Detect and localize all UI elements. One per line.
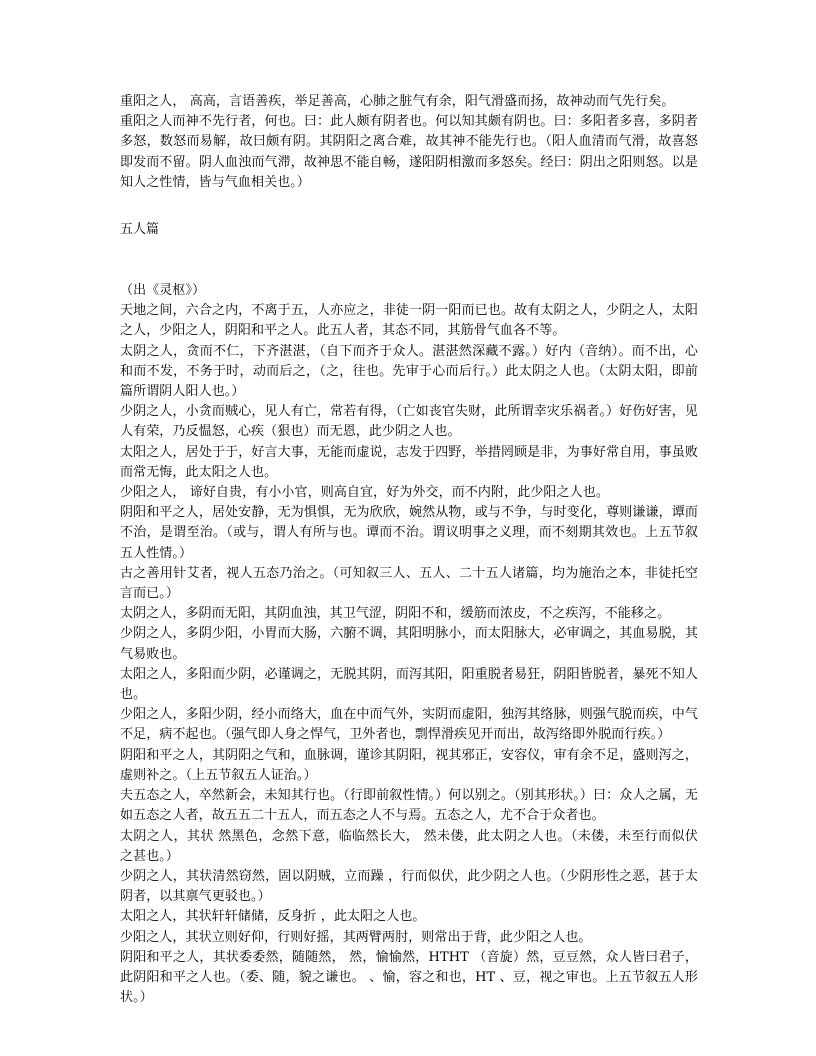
paragraph: 少阳之人， 谛好自贵，有小小官，则高自宜，好为外交，而不内附，此少阳之人也。 [120, 485, 609, 501]
paragraph: 少阴之人，其状清然窃然，固以阴贼，立而躁 ，行而似伏，此少阴之人也。（少阴形性之恶，甚于太阴者，以其禀气更驳也。） [120, 868, 698, 905]
paragraph: 重阳之人， 高高，言语善疾，举足善高，心肺之脏气有余，阳气滑盛而扬，故神动而气先行矣。 [120, 94, 675, 109]
paragraph: 太阴之人，其状 然黑色，念然下意，临临然长大， 然未偻，此太阴之人也。（未偻，未至行而似伏之甚也。） [120, 828, 698, 864]
paragraph: 重阳之人而神不先行者，何也。曰：此人颇有阴者也。何以知其颇有阴也。曰：多阳者多喜，多阴者多怒，数怒而易解，故曰颇有阴。其阴阳之离合难，故其神不能先行也。（阳人血清而气滑，故喜怒即发而不留。阴人血浊而气滞，故神思不能自畅，遂阳阴相激而多怒矣。经曰：阴出之阳则怒。以是知人之性情，皆与气血相关也。） [120, 114, 698, 190]
paragraph: 夫五态之人，卒然新会，未知其行也。（行即前叙性情。）何以别之。（别其形状。）曰：众人之属，无如五态之人者，故五五二十五人，而五态之人不与焉。五态之人，尤不合于众者也。 [120, 788, 698, 824]
paragraph: 太阳之人，其状轩轩储储，反身折 ，此太阳之人也。 [120, 909, 426, 925]
paragraph: 少阳之人，其状立则好仰，行则好摇，其两臂两肘，则常出于背，此少阳之人也。 [120, 929, 592, 945]
paragraph: 阴阳和平之人，其状委委然，随随然， 然，愉愉然，HTHT （音旋）然，豆豆然，众人皆曰君子，此阴阳和平之人也。（委、随，貌之谦也。 、愉，容之和也，HT 、豆，视之审也。上五节叙五人形状。） [120, 949, 698, 1006]
document-page [120, 92, 698, 1008]
paragraph: 阴阳和平之人，其阴阳之气和，血脉调，谨诊其阴阳，视其邪正，安容仪，审有余不足，盛则泻之，虚则补之。（上五节叙五人证治。） [120, 747, 698, 783]
paragraph: 天地之间，六合之内，不离于五，人亦应之，非徒一阴一阳而已也。故有太阴之人，少阴之人，太阳之人，少阳之人，阴阳和平之人。此五人者，其态不同，其筋骨气血各不等。 [120, 303, 698, 339]
paragraph: 少阳之人，多阳少阴，经小而络大，血在中而气外，实阴而虚阳，独泻其络脉，则强气脱而疾，中气不足，病不起也。（强气即人身之悍气，卫外者也，剽悍滑疾见开而出，故泻络即外脱而行疾。） [120, 707, 698, 743]
paragraph: 太阳之人，居处于于，好言大事，无能而虚说，志发于四野，举措罔顾是非，为事好常自用，事虽败而常无悔，此太阳之人也。 [120, 444, 698, 480]
section-body [120, 281, 698, 1008]
source-note: （出《灵枢》） [120, 283, 206, 299]
paragraph: 太阴之人，贪而不仁，下齐湛湛，（自下而齐于众人。湛湛然深藏不露。）好内（音纳）。而不出，心和而不发，不务于时，动而后之，（之，往也。先审于心而后行。）此太阴之人也。（太阴太阳，即前篇所谓阴人阳人也。） [120, 343, 698, 400]
paragraph: 古之善用针艾者，视人五态乃治之。（可知叙三人、五人、二十五人诸篇，均为施治之本，非徒托空言而已。） [120, 565, 698, 602]
paragraph: 太阴之人，多阴而无阳，其阴血浊，其卫气涩，阴阳不和，缓筋而浓皮，不之疾泻，不能移之。 [120, 606, 671, 622]
opening-text-block [120, 92, 698, 193]
section-title: 五人篇 [120, 222, 160, 238]
paragraph: 少阴之人，多阴少阳，小胃而大肠，六腑不调，其阳明脉小，而太阳脉大，必审调之，其血易脱，其气易败也。 [120, 626, 698, 662]
paragraph: 阴阳和平之人，居处安静，无为惧惧，无为欣欣，婉然从物，或与不争，与时变化，尊则谦谦，谭而不治，是谓至治。（或与，谓人有所与也。谭而不治。谓议明事之义理，而不刻期其效也。上五节叙五人性情。） [120, 505, 698, 561]
paragraph: 少阴之人，小贪而贼心，见人有亡，常若有得，（亡如丧官失财，此所谓幸灾乐祸者。）好伤好害，见人有荣，乃反愠怒，心疾（狠也）而无恩，此少阴之人也。 [120, 404, 698, 440]
paragraph: 太阳之人，多阳而少阴，必谨调之，无脱其阴，而泻其阳，阳重脱者易狂，阴阳皆脱者，暴死不知人也。 [120, 666, 698, 703]
